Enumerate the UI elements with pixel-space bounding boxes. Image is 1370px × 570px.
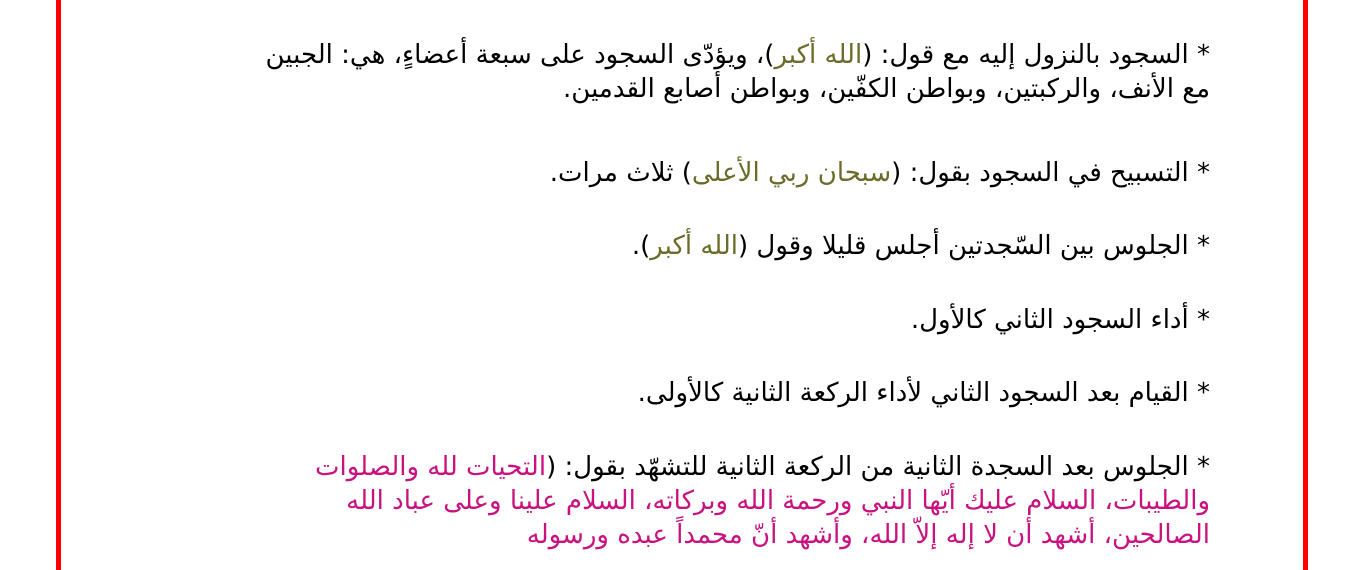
text: * الجلوس بعد السجدة الثانية من الركعة الثانية للتشهّد بقول: (: [546, 452, 1210, 482]
text: * الجلوس بين السّجدتين أجلس قليلا وقول (: [738, 231, 1210, 261]
text: * السجود بالنزول إليه مع قول: (: [862, 40, 1210, 70]
text: مع الأنف، والركبتين، وبواطن الكفّين، وبواطن أصابع القدمين.: [563, 74, 1210, 104]
paragraph-sujood: [170, 38, 1210, 106]
quote-allahu-akbar: الله أكبر: [774, 40, 863, 70]
paragraph-qiyam: * القيام بعد السجود الثاني لأداء الركعة الثانية كالأولى.: [637, 378, 1210, 408]
paragraph-julus: [170, 229, 1210, 263]
quote-tahiyyat: التحيات لله والصلوات: [315, 452, 547, 482]
paragraph-tashahhud: [170, 450, 1210, 552]
text: * التسبيح في السجود بقول: (: [891, 158, 1210, 188]
quote-subhana-rabbi: سبحان ربي الأعلى: [691, 158, 892, 188]
paragraph-second-sujood: * أداء السجود الثاني كالأول.: [910, 305, 1210, 335]
quote-tahiyyat-cont: الصالحين، أشهد أن لا إله إلاّ الله، وأشهد أنّ محمداً عبده ورسوله: [526, 520, 1210, 550]
paragraph-tasbih: [170, 156, 1210, 190]
text: )، ويؤدّى السجود على سبعة أعضاءٍ، هي: الجبين: [265, 40, 775, 70]
text: ) ثلاث مرات.: [549, 158, 692, 188]
text: ).: [631, 231, 651, 261]
quote-allahu-akbar: الله أكبر: [650, 231, 739, 261]
quote-tahiyyat-cont: والطيبات، السلام عليك أيّها النبي ورحمة الله وبركاته، السلام علينا وعلى عباد الله: [346, 486, 1210, 516]
